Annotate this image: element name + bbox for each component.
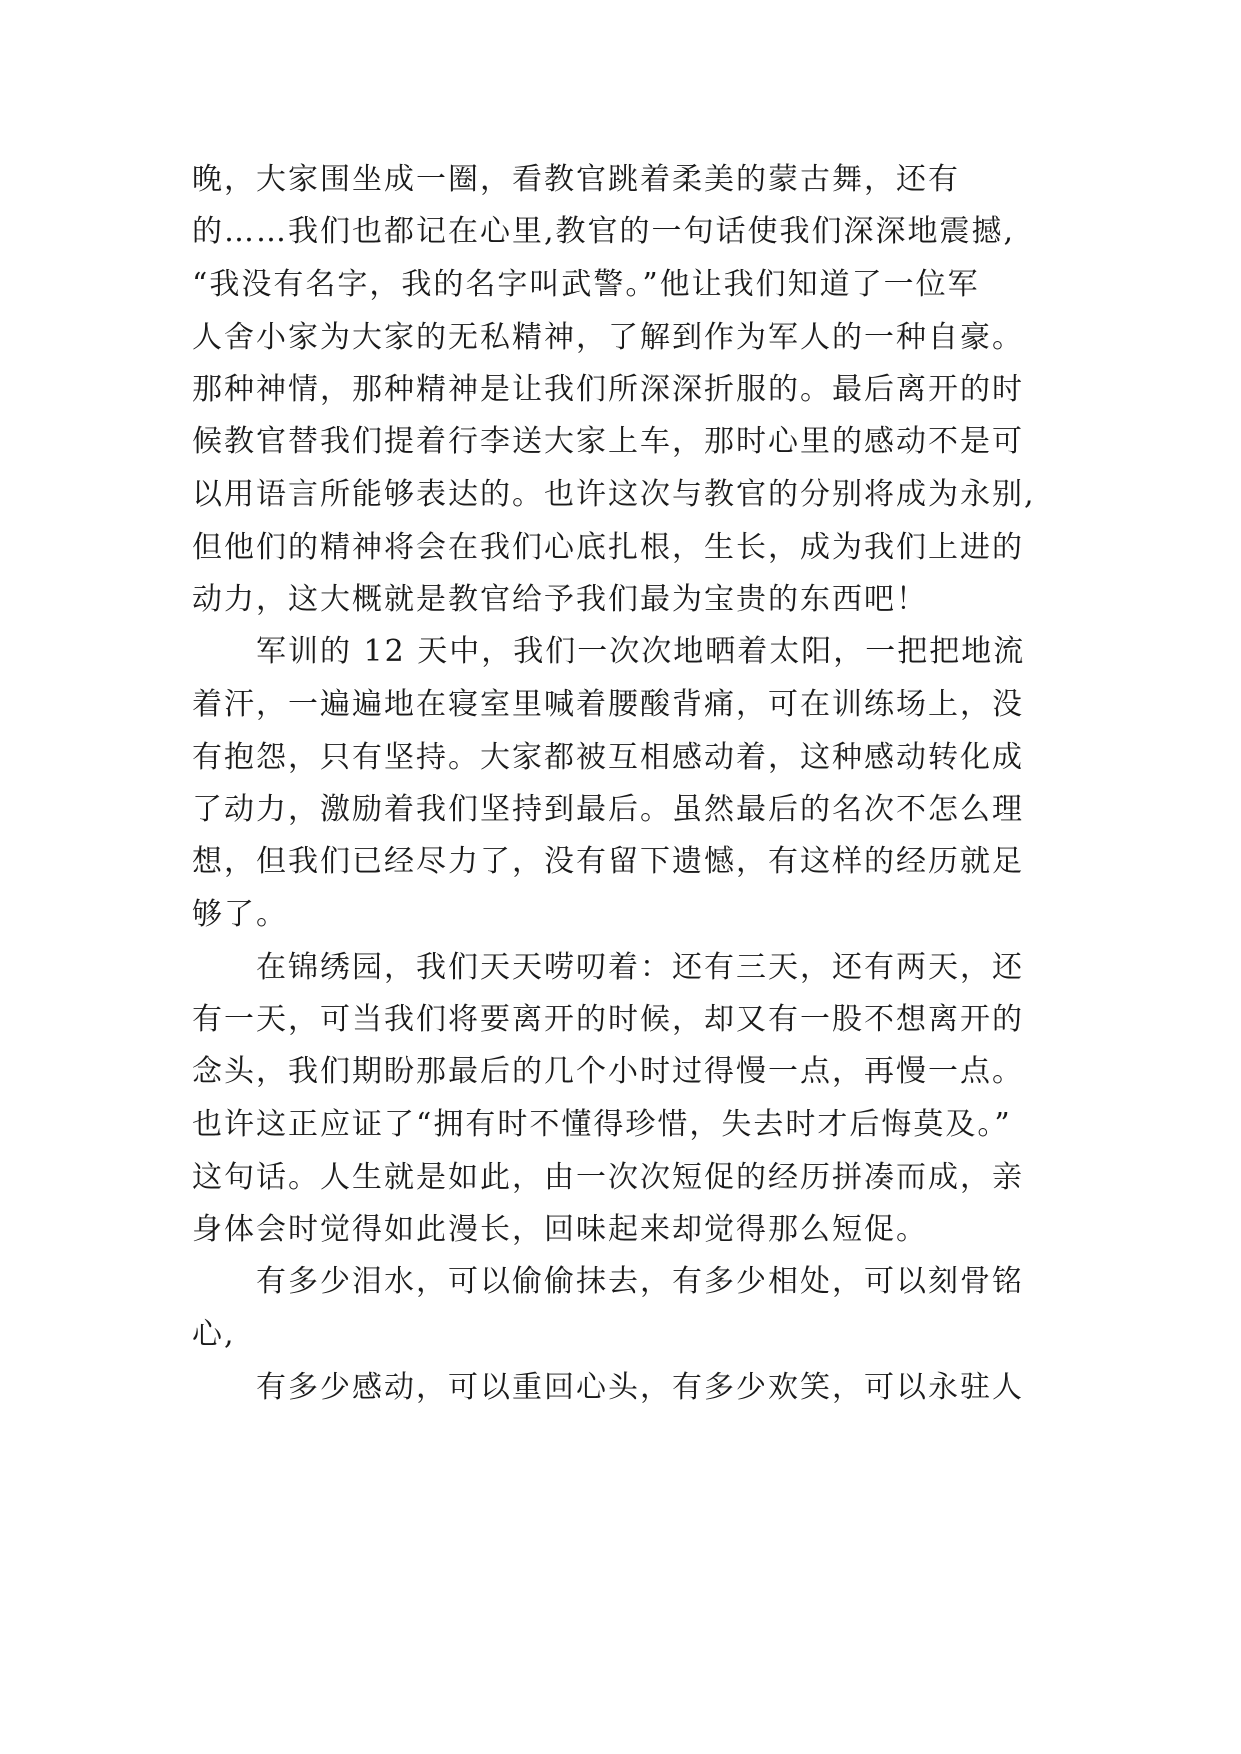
text-line: 那种神情，那种精神是让我们所深深折服的。最后离开的时: [192, 372, 1024, 407]
text-line: 也许这正应证了“拥有时不懂得珍惜，失去时才后悔莫及。”: [192, 1107, 1012, 1142]
text-line: 身体会时觉得如此漫长，回味起来却觉得那么短促。: [192, 1212, 928, 1247]
text-line: 人舍小家为大家的无私精神，了解到作为军人的一种自豪。: [192, 320, 1024, 355]
text-line: “我没有名字，我的名字叫武警。”他让我们知道了一位军: [192, 267, 980, 302]
paragraph-start-line: 有多少泪水，可以偷偷抹去，有多少相处，可以刻骨铭: [256, 1264, 1024, 1299]
text-line: 着汗，一遍遍地在寝室里喊着腰酸背痛，可在训练场上，没: [192, 687, 1024, 722]
paragraph-start-line: 在锦绣园，我们天天唠叨着：还有三天，还有两天，还: [256, 950, 1024, 985]
text-line: 念头，我们期盼那最后的几个小时过得慢一点，再慢一点。: [192, 1054, 1024, 1089]
text-line: 以用语言所能够表达的。也许这次与教官的分别将成为永别,: [192, 477, 1036, 512]
text-line: 这句话。人生就是如此，由一次次短促的经历拼凑而成，亲: [192, 1160, 1024, 1195]
paragraph-start-line: 军训的 12 天中，我们一次次地晒着太阳，一把把地流: [256, 634, 1026, 669]
paragraph-start-line: 有多少感动，可以重回心头，有多少欢笑，可以永驻人: [256, 1370, 1024, 1405]
text-line: 动力，这大概就是教官给予我们最为宝贵的东西吧！: [192, 582, 928, 617]
text-line: 了动力，激励着我们坚持到最后。虽然最后的名次不怎么理: [192, 792, 1024, 827]
text-line: 心,: [192, 1317, 236, 1352]
text-line: 候教官替我们提着行李送大家上车，那时心里的感动不是可: [192, 424, 1024, 459]
text-line: 的……我们也都记在心里,教官的一句话使我们深深地震撼,: [192, 214, 1016, 249]
text-line: 晚，大家围坐成一圈，看教官跳着柔美的蒙古舞，还有: [192, 162, 960, 197]
text-line: 想，但我们已经尽力了，没有留下遗憾，有这样的经历就足: [192, 844, 1024, 879]
text-line: 够了。: [192, 897, 288, 932]
text-line: 有一天，可当我们将要离开的时候，却又有一股不想离开的: [192, 1002, 1024, 1037]
text-line: 但他们的精神将会在我们心底扎根，生长，成为我们上进的: [192, 530, 1024, 565]
text-line: 有抱怨，只有坚持。大家都被互相感动着，这种感动转化成: [192, 740, 1024, 775]
